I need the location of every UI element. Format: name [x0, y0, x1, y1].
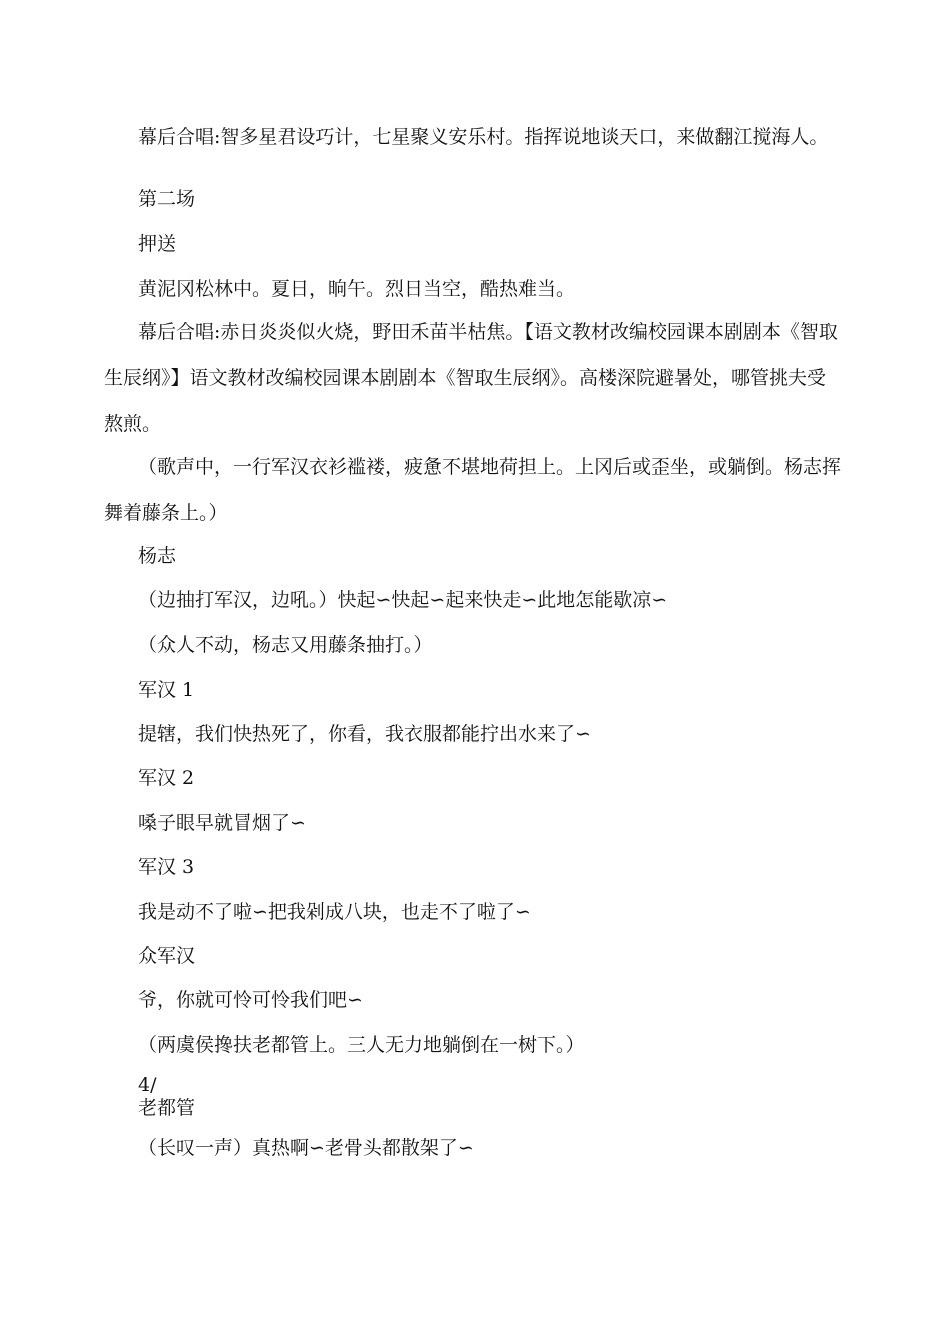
speaker-soldier-2: 军汉 2: [138, 767, 195, 789]
line-yangzhi: （边抽打军汉，边吼。）快起∽快起∽起来快走∽此地怎能歇凉∽: [138, 589, 668, 611]
speaker-old-steward: 老都管: [138, 1097, 196, 1119]
scene-title: 押送: [138, 233, 177, 255]
line-old-steward: （长叹一声）真热啊∽老骨头都散架了∽: [138, 1137, 474, 1159]
chorus-paragraph-1: 幕后合唱:智多星君设巧计，七星聚义安乐村。指挥说地谈天口，来做翻江搅海人。: [138, 126, 829, 148]
speaker-soldier-3: 军汉 3: [138, 856, 195, 878]
chorus-paragraph-2: 幕后合唱:赤日炎炎似火烧，野田禾苗半枯焦。【语文教材改编校园课本剧剧本《智取生辰纲》】语文教材改编校园课本剧剧本《智取生辰纲》。高楼深院避暑处，哪管挑夫受熬煎。: [104, 321, 838, 435]
stage-direction-2: （众人不动，杨志又用藤条抽打。）: [138, 634, 433, 656]
line-soldier-1: 提辖，我们快热死了，你看，我衣服都能拧出水来了∽: [138, 723, 591, 745]
stage-setting: 黄泥冈松林中。夏日，晌午。烈日当空，酷热难当。: [138, 278, 576, 300]
speaker-soldier-1: 军汉 1: [138, 679, 195, 701]
line-soldier-3: 我是动不了啦∽把我剁成八块，也走不了啦了∽: [138, 901, 531, 923]
speaker-all-soldiers: 众军汉: [138, 945, 196, 967]
stage-direction-3: （两虞侯搀扶老都管上。三人无力地躺倒在一树下。）: [138, 1034, 585, 1056]
scene-heading: 第二场: [138, 188, 196, 210]
line-soldier-2: 嗓子眼早就冒烟了∽: [138, 812, 306, 834]
speaker-yangzhi: 杨志: [138, 545, 177, 567]
line-all-soldiers: 爷，你就可怜可怜我们吧∽: [138, 989, 363, 1011]
page-number: 4/: [138, 1074, 157, 1096]
stage-direction-1: （歌声中，一行军汉衣衫褴褛，疲惫不堪地荷担上。上冈后或歪坐，或躺倒。杨志挥舞着藤条上。）: [104, 456, 842, 524]
